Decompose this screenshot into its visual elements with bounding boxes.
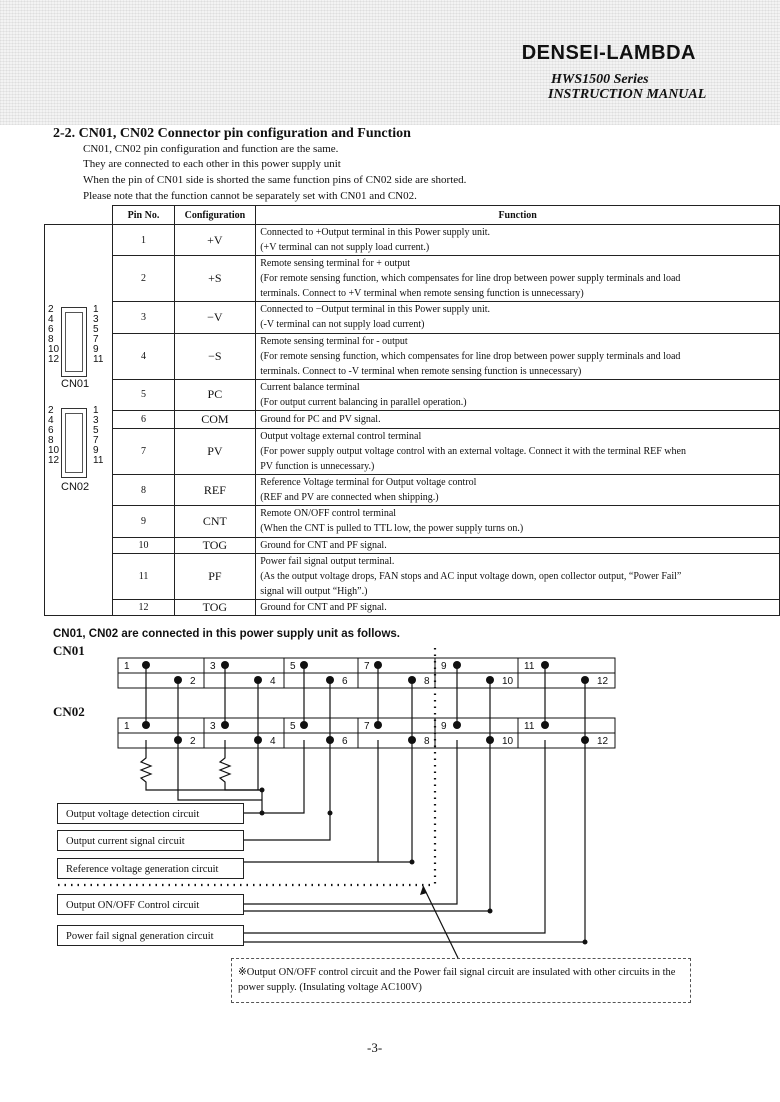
note-pointer-1 <box>423 886 458 958</box>
note-pointer-arrowhead <box>420 886 427 895</box>
pin-config: COM <box>174 410 256 428</box>
cn02-odd-pin-dot <box>142 721 150 729</box>
cn02-right-pins: 1 3 5 7 9 11 <box>93 405 104 466</box>
cn01-even-pin-label: 2 <box>190 676 196 687</box>
circuit-output-voltage-detection: Output voltage detection circuit <box>57 803 244 824</box>
cn01-odd-pin-dot <box>374 661 382 669</box>
cn01-even-pin-label: 12 <box>597 676 609 687</box>
junction-dot <box>328 811 333 816</box>
pin-number: 1 <box>113 225 174 256</box>
cn02-label: CN02 <box>61 481 90 493</box>
diagram-cn01-label: CN01 <box>53 643 85 658</box>
cn02-odd-pin-dot <box>300 721 308 729</box>
header-config: Configuration <box>174 206 256 225</box>
cn02-odd-pin-label: 11 <box>524 721 535 732</box>
cn02-odd-pin-dot <box>541 721 549 729</box>
cn01-label: CN01 <box>61 378 90 390</box>
cn02-odd-pin-label: 1 <box>124 721 130 732</box>
circuit-reference-voltage: Reference voltage generation circuit <box>57 858 244 879</box>
wire-onoff-2 <box>244 740 490 911</box>
page-number: -3- <box>367 1040 383 1055</box>
pin-config: PC <box>174 379 256 410</box>
pin-number: 9 <box>113 506 174 537</box>
pin-function: Remote sensing terminal for + output (For remote sensing function, which compensates for line drop between power supply terminals and load terminals. Connect to +V terminal when remote sensing function is unnecessary) <box>256 256 780 302</box>
pin-config: REF <box>174 475 256 506</box>
brand-name: DENSEI-LAMBDA <box>521 42 696 64</box>
diagram-caption: CN01, CN02 are connected in this power supply unit as follows. <box>53 628 400 640</box>
intro-line: CN01, CN02 pin configuration and function are the same. <box>83 143 339 155</box>
junction-dot <box>260 788 265 793</box>
cn02-odd-pin-label: 7 <box>364 721 370 732</box>
cn01-odd-pin-dot <box>300 661 308 669</box>
cn02-odd-pin-dot <box>221 721 229 729</box>
cn01-right-pins: 1 3 5 7 9 11 <box>93 304 104 365</box>
junction-dot <box>583 940 588 945</box>
pin-function: Current balance terminal (For output current balancing in parallel operation.) <box>256 379 780 410</box>
pin-config: −S <box>174 333 256 379</box>
cn01-even-pin-dot <box>486 676 494 684</box>
circuit-output-current-signal: Output current signal circuit <box>57 830 244 851</box>
pin-number: 10 <box>113 537 174 553</box>
pin-config: TOG <box>174 599 256 615</box>
junction-dot <box>488 909 493 914</box>
cn02-even-pin-label: 12 <box>597 736 609 747</box>
pin-number: 3 <box>113 302 174 333</box>
cn02-even-pin-label: 2 <box>190 736 196 747</box>
cn01-odd-pin-label: 9 <box>441 661 447 672</box>
cn01-left-pins: 2 4 6 8 10 12 <box>48 304 60 365</box>
cn01-even-pin-dot <box>254 676 262 684</box>
pin-function: Power fail signal output terminal. (As the output voltage drops, FAN stops and AC input voltage down, open collector output, “Power Fail” signal will output “High”.) <box>256 553 780 599</box>
circuit-power-fail: Power fail signal generation circuit <box>57 925 244 946</box>
cn02-odd-pin-label: 3 <box>210 721 216 732</box>
pin-number: 11 <box>113 553 174 599</box>
pin-function: Ground for CNT and PF signal. <box>256 599 780 615</box>
cn01-even-pin-dot <box>581 676 589 684</box>
cn02-left-pins: 2 4 6 8 10 12 <box>48 405 60 466</box>
junction-dot <box>410 860 415 865</box>
wire-reference-1 <box>244 740 378 862</box>
pin-config: PV <box>174 429 256 475</box>
circuit-on-off-control: Output ON/OFF Control circuit <box>57 894 244 915</box>
cn02-odd-pin-label: 9 <box>441 721 447 732</box>
pin-function: Reference Voltage terminal for Output voltage control (REF and PV are connected when shipping.) <box>256 475 780 506</box>
cn02-even-pin-label: 6 <box>342 736 348 747</box>
intro-line: When the pin of CN01 side is shorted the same function pins of CN02 side are shorted. <box>83 174 467 186</box>
pin-function: Connected to −Output terminal in this Power supply unit. (-V terminal can not supply load current) <box>256 302 780 333</box>
cn02-even-pin-dot <box>254 736 262 744</box>
pin-number: 7 <box>113 429 174 475</box>
pin-config: +V <box>174 225 256 256</box>
wire-onoff-1 <box>244 740 457 904</box>
pin-number: 4 <box>113 333 174 379</box>
cn02-even-pin-label: 8 <box>424 736 430 747</box>
header-pin: Pin No. <box>113 206 174 225</box>
cn01-odd-pin-label: 7 <box>364 661 370 672</box>
cn01-even-pin-label: 8 <box>424 676 430 687</box>
wire-powerfail-2 <box>244 740 585 942</box>
pin-number: 5 <box>113 379 174 410</box>
pin-number: 8 <box>113 475 174 506</box>
cn01-odd-pin-dot <box>142 661 150 669</box>
cn01-even-pin-dot <box>174 676 182 684</box>
cn02-odd-pin-dot <box>374 721 382 729</box>
cn02-even-pin-label: 10 <box>502 736 514 747</box>
cn01-even-pin-label: 6 <box>342 676 348 687</box>
cn02-odd-pin-label: 5 <box>290 721 296 732</box>
pin-config: CNT <box>174 506 256 537</box>
cn02-even-pin-dot <box>408 736 416 744</box>
pin-number: 2 <box>113 256 174 302</box>
cn01-odd-pin-dot <box>541 661 549 669</box>
cn02-even-pin-dot <box>326 736 334 744</box>
cn02-even-pin-dot <box>486 736 494 744</box>
cn01-even-pin-label: 10 <box>502 676 514 687</box>
pin-function: Ground for PC and PV signal. <box>256 410 780 428</box>
intro-line: They are connected to each other in this power supply unit <box>83 158 341 170</box>
series-name: HWS1500 Series <box>551 72 649 87</box>
manual-title: INSTRUCTION MANUAL <box>548 87 707 102</box>
section-title: 2-2. CN01, CN02 Connector pin configuration and Function <box>53 126 411 141</box>
cn01-odd-pin-label: 5 <box>290 661 296 672</box>
cn01-odd-pin-dot <box>453 661 461 669</box>
pin-function: Output voltage external control terminal (For power supply output voltage control with an external voltage. Connect it with the terminal REF when PV function is unnecessary.) <box>256 429 780 475</box>
cn01-odd-pin-label: 11 <box>524 661 535 672</box>
cn01-odd-pin-label: 3 <box>210 661 216 672</box>
intro-line: Please note that the function cannot be separately set with CN01 and CN02. <box>83 190 417 202</box>
pin-config: PF <box>174 553 256 599</box>
header-function: Function <box>256 206 780 225</box>
cn02-even-pin-dot <box>174 736 182 744</box>
wire-current-3 <box>262 740 304 813</box>
pin-config: +S <box>174 256 256 302</box>
diagram-cn02-label: CN02 <box>53 704 85 719</box>
cn01-odd-pin-label: 1 <box>124 661 130 672</box>
pin-number: 12 <box>113 599 174 615</box>
cn01-even-pin-label: 4 <box>270 676 276 687</box>
pin-config: TOG <box>174 537 256 553</box>
pin-function: Ground for CNT and PF signal. <box>256 537 780 553</box>
pin-function: Remote ON/OFF control terminal (When the CNT is pulled to TTL low, the power supply turns on.) <box>256 506 780 537</box>
junction-dot <box>260 811 265 816</box>
pin-function: Connected to +Output terminal in this Power supply unit. (+V terminal can not supply load current.) <box>256 225 780 256</box>
cn01-even-pin-dot <box>408 676 416 684</box>
cn01-odd-pin-dot <box>221 661 229 669</box>
cn02-even-pin-label: 4 <box>270 736 276 747</box>
insulation-note: ※Output ON/OFF control circuit and the Power fail signal circuit are insulated with other circuits in the power supply. (Insulating voltage AC100V) <box>231 958 691 1003</box>
cn02-even-pin-dot <box>581 736 589 744</box>
pin-config: −V <box>174 302 256 333</box>
pin-function: Remote sensing terminal for - output (For remote sensing function, which compensates for line drop between power supply terminals and load terminals. Connect to -V terminal when remote sensing function is unnecessary) <box>256 333 780 379</box>
pin-number: 6 <box>113 410 174 428</box>
wire-reference-2 <box>378 740 412 862</box>
cn02-odd-pin-dot <box>453 721 461 729</box>
cn01-even-pin-dot <box>326 676 334 684</box>
